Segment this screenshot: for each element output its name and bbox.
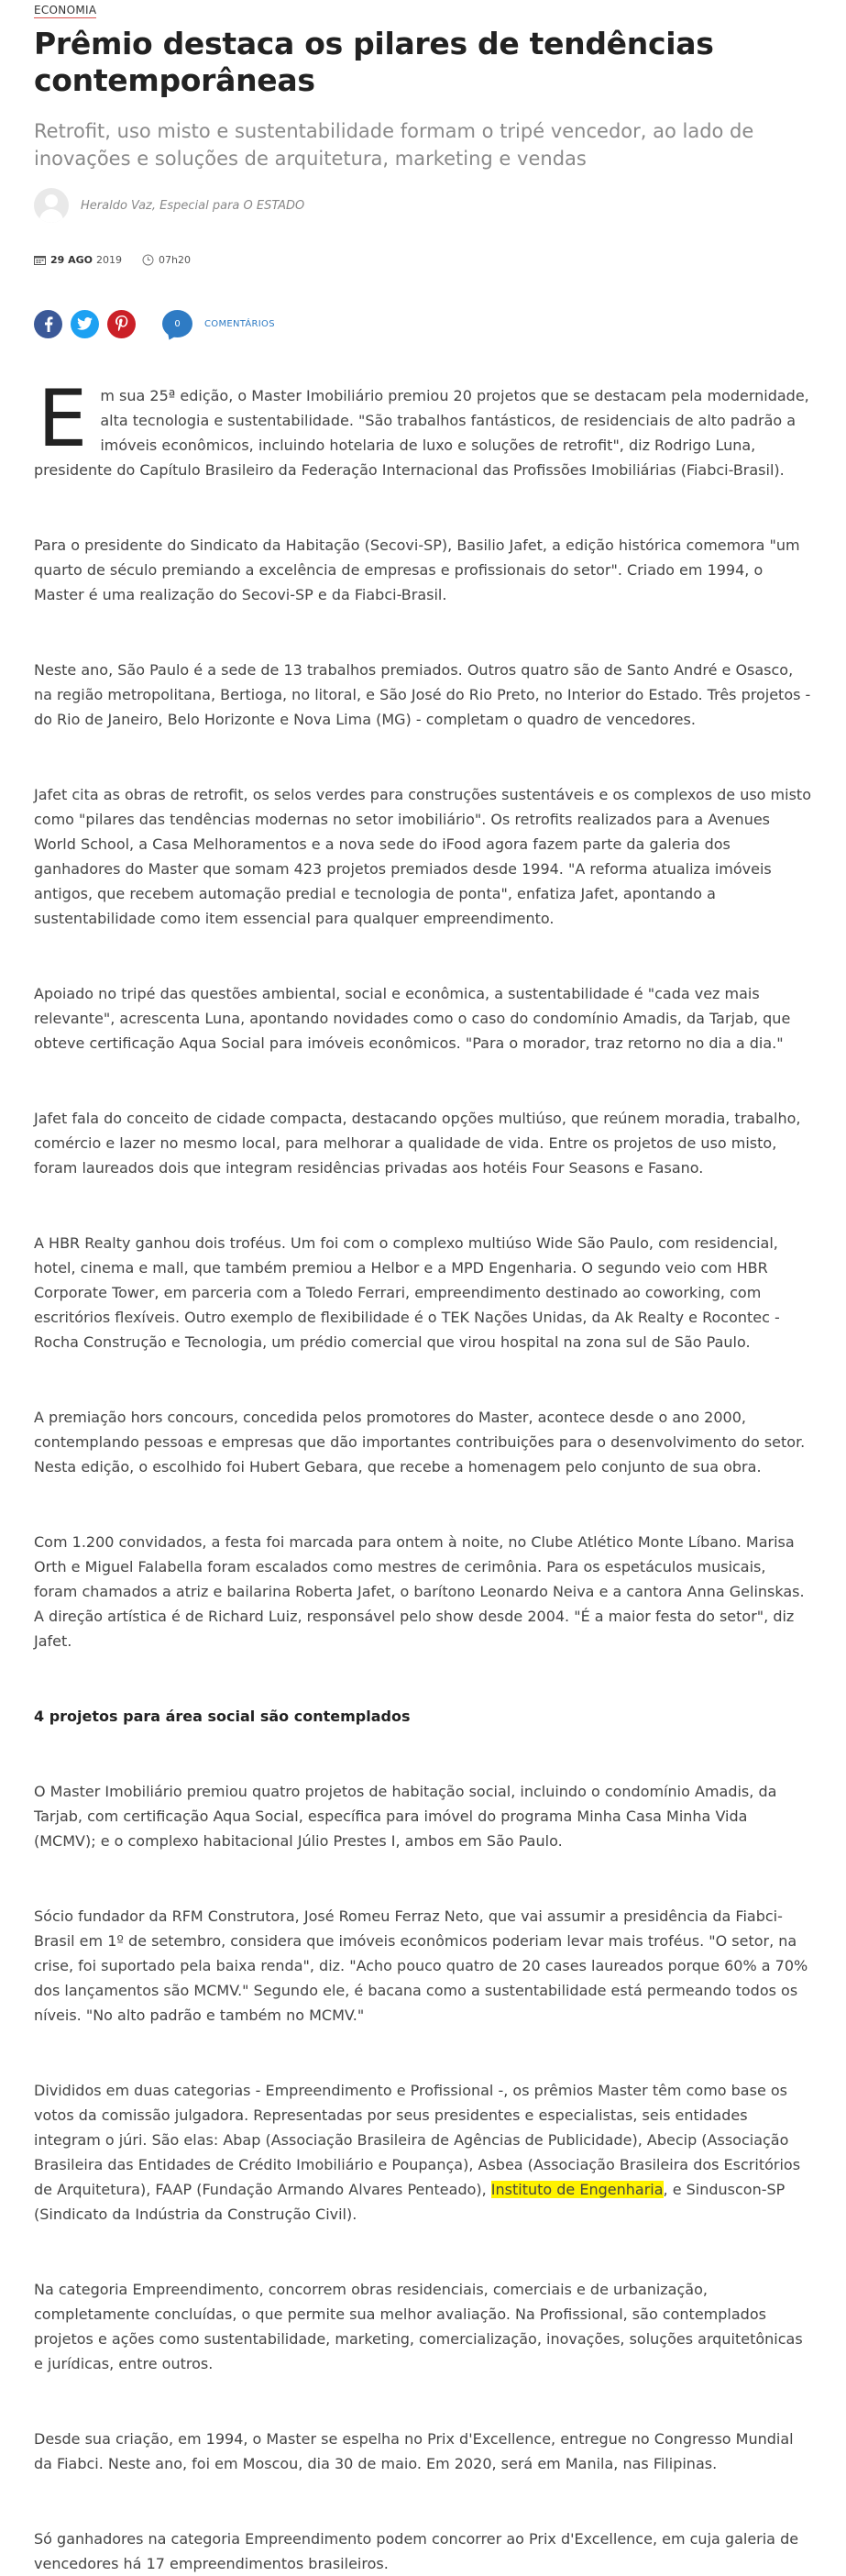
facebook-share-button[interactable] xyxy=(34,310,62,338)
article-paragraph: Jafet fala do conceito de cidade compacta, destacando opções multiúso, que reúnem moradia, trabalho, comércio e lazer no mesmo local, para melhorar a qualidade de vida. Entre os projetos de uso misto, foram laureados dois que integram residências privadas aos hotéis Four Seasons e Fasano. xyxy=(34,1110,801,1177)
author-name: Heraldo Vaz, Especial para O ESTADO xyxy=(81,198,305,213)
pinterest-icon xyxy=(115,315,128,332)
article-paragraph: Desde sua criação, em 1994, o Master se espelha no Prix d'Excellence, entregue no Congresso Mundial da Fiabci. Neste ano, foi em Moscou, dia 30 de maio. Em 2020, será em Manila, nas Filipinas. xyxy=(34,2430,794,2472)
social-share-bar xyxy=(34,308,812,339)
clock-icon xyxy=(142,254,154,266)
dropcap: E xyxy=(38,373,88,465)
article-paragraph: Divididos em duas categorias - Empreendimento e Profissional -, os prêmios Master têm como base os votos da comissão julgadora. Representadas por seus presidentes e especialistas, seis entidades integram o júri. São elas: Abap (Associação Brasileira de Agências de Publicidade), Abecip (Associação Brasileira das Entidades de Crédito Imobiliário e Poupança), Asbea (Associação Brasileira dos Escritórios de Arquitetura), FAAP (Fundação Armando Alvares Penteado), Instituto de Engenharia, e Sinduscon-SP (Sindicato da Indústria da Construção Civil). xyxy=(34,2082,801,2223)
facebook-icon xyxy=(44,316,53,332)
byline xyxy=(34,185,812,226)
article-paragraph: Para o presidente do Sindicato da Habitação (Secovi-SP), Basilio Jafet, a edição histórica comemora "um quarto de século premiando a excelência de empresas e profissionais do setor". Criado em 1994, o Master é uma realização do Secovi-SP e da Fiabci-Brasil. xyxy=(34,536,800,603)
article-paragraph: Sócio fundador da RFM Construtora, José Romeu Ferraz Neto, que vai assumir a presidência da Fiabci-Brasil em 1º de setembro, considera que imóveis econômicos poderiam levar mais troféus. "O setor, na crise, foi suportado pela baixa renda", diz. "Acho pouco quatro de 20 cases laureados porque 60% a 70% dos lançamentos são MCMV." Segundo ele, é bacana como a sustentabilidade está permeando todos os níveis. "No alto padrão e também no MCMV." xyxy=(34,1907,808,2024)
publish-date: 29 AGO xyxy=(50,254,93,266)
article-body xyxy=(34,373,812,2576)
article-paragraph: A HBR Realty ganhou dois troféus. Um foi com o complexo multiúso Wide São Paulo, com residencial, hotel, cinema e mall, que também premiou a Helbor e a MPD Engenharia. O segundo veio com HBR Corporate Tower, em parceria com a Toledo Ferrari, empreendimento destinado ao coworking, com escritórios flexíveis. Outro exemplo de flexibilidade é o TEK Nações Unidas, da Ak Realty e Rocontec - Rocha Construção e Tecnologia, um prédio comercial que virou hospital na zona sul de São Paulo. xyxy=(34,1234,780,1351)
comments-count-bubble[interactable]: 0 xyxy=(162,310,192,337)
article-subheading: 4 projetos para área social são contemplados xyxy=(34,1708,411,1725)
article-paragraph: Na categoria Empreendimento, concorrem obras residenciais, comerciais e de urbanização, completamente concluídas, o que permite sua melhor avaliação. Na Profissional, são contemplados projetos e ações como sustentabilidade, marketing, comercialização, inovações, soluções arquitetônicas e jurídicas, entre outros. xyxy=(34,2281,803,2372)
publish-time: 07h20 xyxy=(159,254,191,266)
publish-meta xyxy=(34,254,812,266)
twitter-share-button[interactable] xyxy=(71,310,99,338)
calendar-icon xyxy=(34,255,46,265)
publish-year: 2019 xyxy=(96,254,123,266)
pinterest-share-button[interactable] xyxy=(107,310,136,338)
article-paragraph: Em sua 25ª edição, o Master Imobiliário premiou 20 projetos que se destacam pela modernidade, alta tecnologia e sustentabilidade. "São trabalhos fantásticos, de residenciais de alto padrão a imóveis econômicos, incluindo hotelaria de luxo e soluções de retrofit", diz Rodrigo Luna, presidente do Capítulo Brasileiro da Federação Internacional das Profissões Imobiliárias (Fiabci-Brasil). xyxy=(34,373,809,479)
section-tag[interactable]: ECONOMIA xyxy=(34,4,97,17)
article-subtitle: Retrofit, uso misto e sustentabilidade formam o tripé vencedor, ao lado de inovações e soluções de arquitetura, marketing e vendas xyxy=(34,120,754,170)
twitter-icon xyxy=(77,317,93,330)
article-paragraph: Apoiado no tripé das questões ambiental, social e econômica, a sustentabilidade é "cada vez mais relevante", acrescenta Luna, apontando novidades como o caso do condomínio Amadis, da Tarjab, que obteve certificação Aqua Social para imóveis econômicos. "Para o morador, traz retorno no dia a dia." xyxy=(34,985,791,1052)
avatar xyxy=(34,188,69,223)
article-paragraph: O Master Imobiliário premiou quatro projetos de habitação social, incluindo o condomínio Amadis, da Tarjab, com certificação Aqua Social, específica para imóvel do programa Minha Casa Minha Vida (MCMV); e o complexo habitacional Júlio Prestes I, ambos em São Paulo. xyxy=(34,1783,777,1850)
article-paragraph: Neste ano, São Paulo é a sede de 13 trabalhos premiados. Outros quatro são de Santo André e Osasco, na região metropolitana, Bertioga, no litoral, e São José do Rio Preto, no Interior do Estado. Três projetos - do Rio de Janeiro, Belo Horizonte e Nova Lima (MG) - completam o quadro de vencedores. xyxy=(34,661,811,728)
comments-link[interactable]: COMENTÁRIOS xyxy=(204,318,275,329)
article-paragraph: Jafet cita as obras de retrofit, os selos verdes para construções sustentáveis e os complexos de uso misto como "pilares das tendências modernas no setor imobiliário". Os retrofits realizados para a Avenues World School, a Casa Melhoramentos e a nova sede do iFood agora fazem parte da galeria dos ganhadores do Master que somam 423 projetos premiados desde 1994. "A reforma atualiza imóveis antigos, que recebem automação predial e tecnologia de ponta", enfatiza Jafet, apontando a sustentabilidade como item essencial para qualquer empreendimento. xyxy=(34,786,811,927)
article-title: Prêmio destaca os pilares de tendências contemporâneas xyxy=(34,26,714,98)
article-paragraph: Só ganhadores na categoria Empreendimento podem concorrer ao Prix d'Excellence, em cuja galeria de vencedores há 17 empreendimentos brasileiros. xyxy=(34,2530,799,2572)
article-paragraph: Com 1.200 convidados, a festa foi marcada para ontem à noite, no Clube Atlético Monte Líbano. Marisa Orth e Miguel Falabella foram escalados como mestres de cerimônia. Para os espetáculos musicais, foram chamados a atriz e bailarina Roberta Jafet, o barítono Leonardo Neiva e a cantora Anna Gelinskas. A direção artística é de Richard Luiz, responsável pelo show desde 2004. "É a maior festa do setor", diz Jafet. xyxy=(34,1533,805,1650)
highlighted-text: Instituto de Engenharia xyxy=(490,2181,664,2198)
article-paragraph: A premiação hors concours, concedida pelos promotores do Master, acontece desde o ano 2000, contemplando pessoas e empresas que dão importantes contribuições para o desenvolvimento do setor. Nesta edição, o escolhido foi Hubert Gebara, que recebe a homenagem pelo conjunto de sua obra. xyxy=(34,1409,806,1476)
